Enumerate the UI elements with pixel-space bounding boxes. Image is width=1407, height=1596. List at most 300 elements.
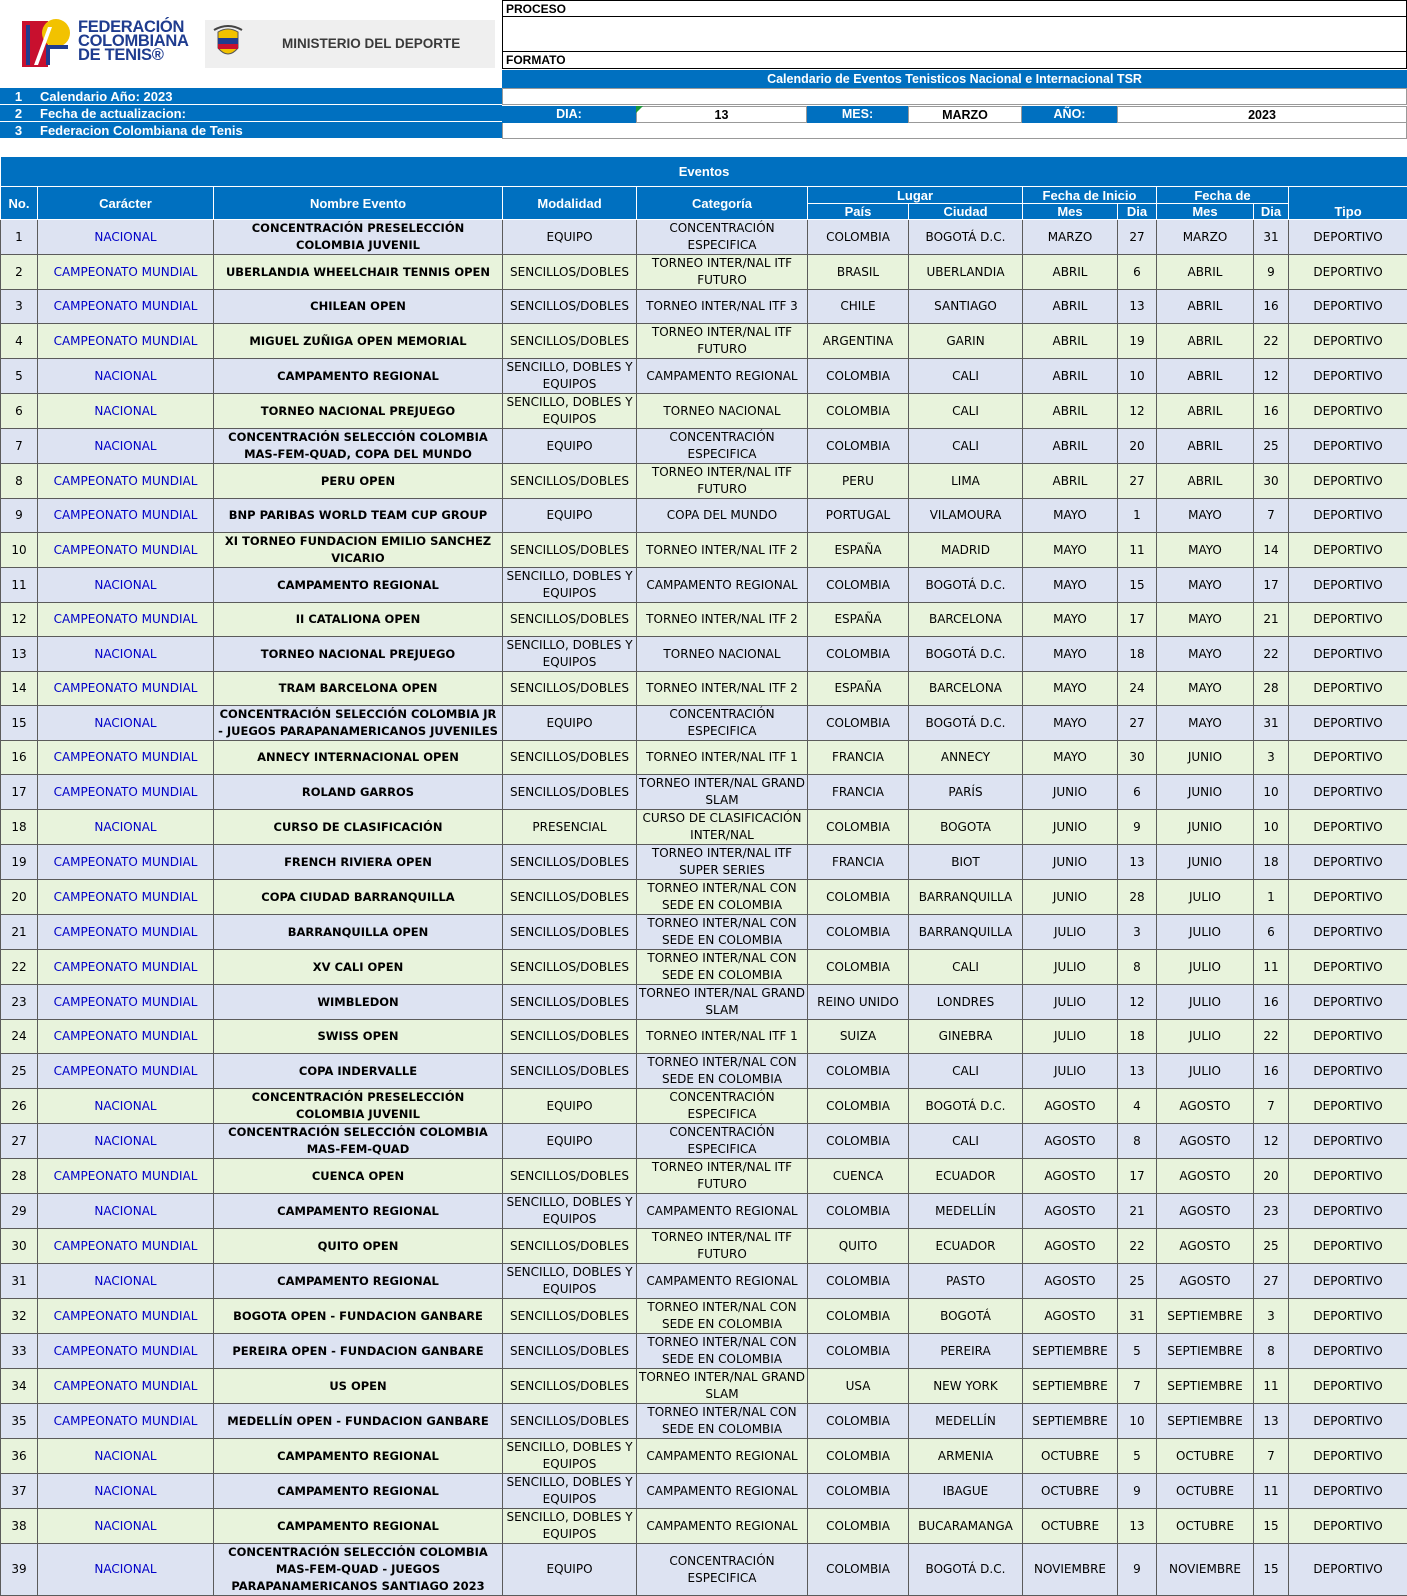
cell-dia-inicio[interactable]: 7 xyxy=(1118,1369,1157,1404)
cell-categoria[interactable]: CONCENTRACIÓN ESPECIFICA xyxy=(637,706,808,741)
cell-mes-inicio[interactable]: JULIO xyxy=(1023,985,1118,1020)
cell-nombre[interactable]: PERU OPEN xyxy=(214,464,503,499)
cell-pais[interactable]: COLOMBIA xyxy=(808,1264,909,1299)
cell-pais[interactable]: COLOMBIA xyxy=(808,706,909,741)
cell-caracter[interactable]: NACIONAL xyxy=(38,359,214,394)
cell-pais[interactable]: USA xyxy=(808,1369,909,1404)
cell-tipo[interactable]: DEPORTIVO xyxy=(1289,568,1407,603)
cell-modalidad[interactable]: SENCILLOS/DOBLES xyxy=(503,985,637,1020)
cell-nombre[interactable]: QUITO OPEN xyxy=(214,1229,503,1264)
cell-modalidad[interactable]: SENCILLOS/DOBLES xyxy=(503,1020,637,1054)
cell-modalidad[interactable]: SENCILLOS/DOBLES xyxy=(503,845,637,880)
cell-tipo[interactable]: DEPORTIVO xyxy=(1289,950,1407,985)
cell-ciudad[interactable]: GARIN xyxy=(909,324,1023,359)
cell-pais[interactable]: COLOMBIA xyxy=(808,810,909,845)
cell-modalidad[interactable]: SENCILLOS/DOBLES xyxy=(503,533,637,568)
cell-no[interactable]: 7 xyxy=(1,429,38,464)
cell-nombre[interactable]: CONCENTRACIÓN PRESELECCIÓN COLOMBIA JUVENIL xyxy=(214,220,503,255)
cell-categoria[interactable]: TORNEO INTER/NAL ITF FUTURO xyxy=(637,255,808,290)
cell-no[interactable]: 34 xyxy=(1,1369,38,1404)
cell-categoria[interactable]: TORNEO INTER/NAL ITF 3 xyxy=(637,290,808,324)
cell-no[interactable]: 36 xyxy=(1,1439,38,1474)
cell-caracter[interactable]: CAMPEONATO MUNDIAL xyxy=(38,499,214,533)
cell-modalidad[interactable]: SENCILLOS/DOBLES xyxy=(503,880,637,915)
cell-mes-inicio[interactable]: ABRIL xyxy=(1023,464,1118,499)
cell-dia-inicio[interactable]: 21 xyxy=(1118,1194,1157,1229)
cell-ciudad[interactable]: UBERLANDIA xyxy=(909,255,1023,290)
cell-mes-fin[interactable]: OCTUBRE xyxy=(1157,1509,1254,1544)
cell-dia-fin[interactable]: 11 xyxy=(1254,1474,1289,1509)
cell-caracter[interactable]: NACIONAL xyxy=(38,1089,214,1124)
cell-modalidad[interactable]: PRESENCIAL xyxy=(503,810,637,845)
cell-nombre[interactable]: BOGOTA OPEN - FUNDACION GANBARE xyxy=(214,1299,503,1334)
cell-mes-inicio[interactable]: SEPTIEMBRE xyxy=(1023,1334,1118,1369)
cell-nombre[interactable]: XV CALI OPEN xyxy=(214,950,503,985)
cell-caracter[interactable]: NACIONAL xyxy=(38,706,214,741)
cell-mes-inicio[interactable]: AGOSTO xyxy=(1023,1194,1118,1229)
cell-nombre[interactable]: II CATALIONA OPEN xyxy=(214,603,503,637)
cell-ciudad[interactable]: CALI xyxy=(909,359,1023,394)
cell-dia-fin[interactable]: 11 xyxy=(1254,950,1289,985)
cell-no[interactable]: 1 xyxy=(1,220,38,255)
cell-modalidad[interactable]: SENCILLOS/DOBLES xyxy=(503,1054,637,1089)
cell-no[interactable]: 24 xyxy=(1,1020,38,1054)
cell-mes-inicio[interactable]: MAYO xyxy=(1023,533,1118,568)
cell-categoria[interactable]: TORNEO INTER/NAL ITF 2 xyxy=(637,533,808,568)
cell-dia-fin[interactable]: 20 xyxy=(1254,1159,1289,1194)
cell-modalidad[interactable]: SENCILLO, DOBLES Y EQUIPOS xyxy=(503,1439,637,1474)
cell-ciudad[interactable]: BOGOTÁ xyxy=(909,1299,1023,1334)
cell-nombre[interactable]: CAMPAMENTO REGIONAL xyxy=(214,568,503,603)
cell-dia-fin[interactable]: 27 xyxy=(1254,1264,1289,1299)
cell-pais[interactable]: ESPAÑA xyxy=(808,603,909,637)
cell-dia-fin[interactable]: 3 xyxy=(1254,741,1289,775)
cell-dia-fin[interactable]: 28 xyxy=(1254,672,1289,706)
cell-no[interactable]: 11 xyxy=(1,568,38,603)
cell-tipo[interactable]: DEPORTIVO xyxy=(1289,741,1407,775)
cell-nombre[interactable]: PEREIRA OPEN - FUNDACION GANBARE xyxy=(214,1334,503,1369)
cell-modalidad[interactable]: SENCILLO, DOBLES Y EQUIPOS xyxy=(503,1194,637,1229)
cell-tipo[interactable]: DEPORTIVO xyxy=(1289,915,1407,950)
cell-dia-fin[interactable]: 25 xyxy=(1254,429,1289,464)
cell-mes-fin[interactable]: ABRIL xyxy=(1157,429,1254,464)
cell-mes-fin[interactable]: JULIO xyxy=(1157,985,1254,1020)
cell-no[interactable]: 13 xyxy=(1,637,38,672)
cell-ciudad[interactable]: IBAGUE xyxy=(909,1474,1023,1509)
cell-categoria[interactable]: COPA DEL MUNDO xyxy=(637,499,808,533)
cell-mes-fin[interactable]: OCTUBRE xyxy=(1157,1474,1254,1509)
cell-no[interactable]: 32 xyxy=(1,1299,38,1334)
cell-ciudad[interactable]: MADRID xyxy=(909,533,1023,568)
cell-mes-fin[interactable]: JULIO xyxy=(1157,1020,1254,1054)
cell-dia-inicio[interactable]: 30 xyxy=(1118,741,1157,775)
cell-categoria[interactable]: TORNEO NACIONAL xyxy=(637,394,808,429)
cell-ciudad[interactable]: GINEBRA xyxy=(909,1020,1023,1054)
cell-dia-inicio[interactable]: 9 xyxy=(1118,810,1157,845)
cell-caracter[interactable]: NACIONAL xyxy=(38,1509,214,1544)
cell-ciudad[interactable]: NEW YORK xyxy=(909,1369,1023,1404)
cell-dia-inicio[interactable]: 31 xyxy=(1118,1299,1157,1334)
cell-caracter[interactable]: NACIONAL xyxy=(38,1264,214,1299)
cell-dia-fin[interactable]: 10 xyxy=(1254,810,1289,845)
cell-dia-fin[interactable]: 17 xyxy=(1254,568,1289,603)
cell-nombre[interactable]: TORNEO NACIONAL PREJUEGO xyxy=(214,394,503,429)
cell-pais[interactable]: COLOMBIA xyxy=(808,1544,909,1596)
cell-dia-inicio[interactable]: 1 xyxy=(1118,499,1157,533)
cell-nombre[interactable]: SWISS OPEN xyxy=(214,1020,503,1054)
cell-tipo[interactable]: DEPORTIVO xyxy=(1289,1509,1407,1544)
cell-categoria[interactable]: TORNEO INTER/NAL CON SEDE EN COLOMBIA xyxy=(637,915,808,950)
cell-mes-inicio[interactable]: JUNIO xyxy=(1023,845,1118,880)
cell-tipo[interactable]: DEPORTIVO xyxy=(1289,1124,1407,1159)
cell-dia-fin[interactable]: 6 xyxy=(1254,915,1289,950)
cell-mes-fin[interactable]: JUNIO xyxy=(1157,741,1254,775)
cell-tipo[interactable]: DEPORTIVO xyxy=(1289,1299,1407,1334)
cell-no[interactable]: 21 xyxy=(1,915,38,950)
cell-modalidad[interactable]: SENCILLOS/DOBLES xyxy=(503,255,637,290)
cell-dia-inicio[interactable]: 25 xyxy=(1118,1264,1157,1299)
cell-pais[interactable]: CUENCA xyxy=(808,1159,909,1194)
cell-mes-inicio[interactable]: JUNIO xyxy=(1023,810,1118,845)
cell-caracter[interactable]: CAMPEONATO MUNDIAL xyxy=(38,1369,214,1404)
cell-mes-fin[interactable]: AGOSTO xyxy=(1157,1194,1254,1229)
cell-caracter[interactable]: CAMPEONATO MUNDIAL xyxy=(38,290,214,324)
cell-ciudad[interactable]: CALI xyxy=(909,950,1023,985)
cell-tipo[interactable]: DEPORTIVO xyxy=(1289,1264,1407,1299)
cell-dia-inicio[interactable]: 24 xyxy=(1118,672,1157,706)
cell-mes-fin[interactable]: JULIO xyxy=(1157,915,1254,950)
cell-categoria[interactable]: TORNEO INTER/NAL CON SEDE EN COLOMBIA xyxy=(637,950,808,985)
cell-mes-fin[interactable]: SEPTIEMBRE xyxy=(1157,1299,1254,1334)
cell-dia-fin[interactable]: 16 xyxy=(1254,394,1289,429)
cell-modalidad[interactable]: SENCILLOS/DOBLES xyxy=(503,915,637,950)
cell-dia-fin[interactable]: 15 xyxy=(1254,1509,1289,1544)
cell-tipo[interactable]: DEPORTIVO xyxy=(1289,845,1407,880)
cell-pais[interactable]: FRANCIA xyxy=(808,741,909,775)
cell-no[interactable]: 30 xyxy=(1,1229,38,1264)
cell-categoria[interactable]: CAMPAMENTO REGIONAL xyxy=(637,1509,808,1544)
cell-modalidad[interactable]: SENCILLOS/DOBLES xyxy=(503,1404,637,1439)
cell-dia-fin[interactable]: 12 xyxy=(1254,1124,1289,1159)
cell-dia-inicio[interactable]: 10 xyxy=(1118,359,1157,394)
cell-tipo[interactable]: DEPORTIVO xyxy=(1289,1089,1407,1124)
cell-ciudad[interactable]: MEDELLÍN xyxy=(909,1194,1023,1229)
cell-tipo[interactable]: DEPORTIVO xyxy=(1289,810,1407,845)
cell-ciudad[interactable]: LONDRES xyxy=(909,985,1023,1020)
cell-dia-inicio[interactable]: 5 xyxy=(1118,1334,1157,1369)
cell-nombre[interactable]: FRENCH RIVIERA OPEN xyxy=(214,845,503,880)
cell-ciudad[interactable]: BARRANQUILLA xyxy=(909,915,1023,950)
cell-modalidad[interactable]: EQUIPO xyxy=(503,429,637,464)
cell-pais[interactable]: COLOMBIA xyxy=(808,220,909,255)
cell-no[interactable]: 2 xyxy=(1,255,38,290)
cell-ciudad[interactable]: BOGOTÁ D.C. xyxy=(909,706,1023,741)
cell-pais[interactable]: COLOMBIA xyxy=(808,637,909,672)
cell-ciudad[interactable]: ECUADOR xyxy=(909,1229,1023,1264)
cell-nombre[interactable]: US OPEN xyxy=(214,1369,503,1404)
cell-dia-inicio[interactable]: 5 xyxy=(1118,1439,1157,1474)
cell-dia-fin[interactable]: 12 xyxy=(1254,359,1289,394)
cell-pais[interactable]: COLOMBIA xyxy=(808,1334,909,1369)
cell-caracter[interactable]: CAMPEONATO MUNDIAL xyxy=(38,1299,214,1334)
cell-no[interactable]: 35 xyxy=(1,1404,38,1439)
cell-no[interactable]: 14 xyxy=(1,672,38,706)
cell-pais[interactable]: COLOMBIA xyxy=(808,568,909,603)
cell-mes-inicio[interactable]: ABRIL xyxy=(1023,359,1118,394)
cell-mes-inicio[interactable]: MAYO xyxy=(1023,568,1118,603)
cell-tipo[interactable]: DEPORTIVO xyxy=(1289,255,1407,290)
cell-modalidad[interactable]: SENCILLO, DOBLES Y EQUIPOS xyxy=(503,568,637,603)
cell-modalidad[interactable]: SENCILLOS/DOBLES xyxy=(503,672,637,706)
cell-tipo[interactable]: DEPORTIVO xyxy=(1289,1474,1407,1509)
cell-ciudad[interactable]: CALI xyxy=(909,1124,1023,1159)
cell-ciudad[interactable]: CALI xyxy=(909,1054,1023,1089)
cell-nombre[interactable]: BNP PARIBAS WORLD TEAM CUP GROUP xyxy=(214,499,503,533)
cell-no[interactable]: 15 xyxy=(1,706,38,741)
cell-mes-inicio[interactable]: AGOSTO xyxy=(1023,1299,1118,1334)
cell-dia-inicio[interactable]: 27 xyxy=(1118,220,1157,255)
cell-pais[interactable]: COLOMBIA xyxy=(808,880,909,915)
cell-categoria[interactable]: TORNEO INTER/NAL ITF FUTURO xyxy=(637,324,808,359)
cell-dia-inicio[interactable]: 8 xyxy=(1118,950,1157,985)
cell-mes-inicio[interactable]: MAYO xyxy=(1023,637,1118,672)
cell-mes-fin[interactable]: NOVIEMBRE xyxy=(1157,1544,1254,1596)
cell-caracter[interactable]: CAMPEONATO MUNDIAL xyxy=(38,915,214,950)
cell-caracter[interactable]: CAMPEONATO MUNDIAL xyxy=(38,880,214,915)
cell-tipo[interactable]: DEPORTIVO xyxy=(1289,672,1407,706)
cell-modalidad[interactable]: SENCILLOS/DOBLES xyxy=(503,741,637,775)
cell-dia-inicio[interactable]: 27 xyxy=(1118,464,1157,499)
cell-no[interactable]: 22 xyxy=(1,950,38,985)
cell-mes-inicio[interactable]: AGOSTO xyxy=(1023,1264,1118,1299)
cell-caracter[interactable]: CAMPEONATO MUNDIAL xyxy=(38,255,214,290)
cell-pais[interactable]: COLOMBIA xyxy=(808,1474,909,1509)
cell-categoria[interactable]: TORNEO INTER/NAL CON SEDE EN COLOMBIA xyxy=(637,1334,808,1369)
cell-ciudad[interactable]: BOGOTÁ D.C. xyxy=(909,220,1023,255)
cell-caracter[interactable]: CAMPEONATO MUNDIAL xyxy=(38,1054,214,1089)
cell-caracter[interactable]: CAMPEONATO MUNDIAL xyxy=(38,985,214,1020)
cell-mes-inicio[interactable]: ABRIL xyxy=(1023,429,1118,464)
cell-categoria[interactable]: CONCENTRACIÓN ESPECIFICA xyxy=(637,1544,808,1596)
cell-modalidad[interactable]: SENCILLO, DOBLES Y EQUIPOS xyxy=(503,1474,637,1509)
cell-mes-inicio[interactable]: OCTUBRE xyxy=(1023,1439,1118,1474)
cell-nombre[interactable]: CONCENTRACIÓN SELECCIÓN COLOMBIA JR - JUEGOS PARAPANAMERICANOS JUVENILES xyxy=(214,706,503,741)
cell-modalidad[interactable]: SENCILLOS/DOBLES xyxy=(503,1229,637,1264)
cell-ciudad[interactable]: BIOT xyxy=(909,845,1023,880)
cell-nombre[interactable]: CAMPAMENTO REGIONAL xyxy=(214,1474,503,1509)
cell-tipo[interactable]: DEPORTIVO xyxy=(1289,290,1407,324)
cell-tipo[interactable]: DEPORTIVO xyxy=(1289,533,1407,568)
cell-dia-inicio[interactable]: 4 xyxy=(1118,1089,1157,1124)
cell-mes-inicio[interactable]: ABRIL xyxy=(1023,394,1118,429)
cell-dia-inicio[interactable]: 13 xyxy=(1118,845,1157,880)
cell-caracter[interactable]: CAMPEONATO MUNDIAL xyxy=(38,1020,214,1054)
day-value[interactable]: 13 xyxy=(636,106,807,123)
cell-ciudad[interactable]: BOGOTÁ D.C. xyxy=(909,637,1023,672)
cell-tipo[interactable]: DEPORTIVO xyxy=(1289,775,1407,810)
cell-mes-fin[interactable]: SEPTIEMBRE xyxy=(1157,1334,1254,1369)
cell-pais[interactable]: COLOMBIA xyxy=(808,1194,909,1229)
cell-mes-inicio[interactable]: AGOSTO xyxy=(1023,1229,1118,1264)
cell-ciudad[interactable]: LIMA xyxy=(909,464,1023,499)
cell-no[interactable]: 20 xyxy=(1,880,38,915)
cell-tipo[interactable]: DEPORTIVO xyxy=(1289,359,1407,394)
cell-nombre[interactable]: TRAM BARCELONA OPEN xyxy=(214,672,503,706)
cell-mes-fin[interactable]: MAYO xyxy=(1157,637,1254,672)
cell-tipo[interactable]: DEPORTIVO xyxy=(1289,637,1407,672)
cell-pais[interactable]: COLOMBIA xyxy=(808,915,909,950)
cell-caracter[interactable]: NACIONAL xyxy=(38,1474,214,1509)
cell-mes-fin[interactable]: ABRIL xyxy=(1157,324,1254,359)
cell-caracter[interactable]: CAMPEONATO MUNDIAL xyxy=(38,845,214,880)
cell-mes-fin[interactable]: AGOSTO xyxy=(1157,1159,1254,1194)
cell-pais[interactable]: COLOMBIA xyxy=(808,1124,909,1159)
cell-nombre[interactable]: CONCENTRACIÓN SELECCIÓN COLOMBIA MAS-FEM-QUAD, COPA DEL MUNDO xyxy=(214,429,503,464)
cell-modalidad[interactable]: EQUIPO xyxy=(503,220,637,255)
cell-pais[interactable]: BRASIL xyxy=(808,255,909,290)
cell-mes-inicio[interactable]: NOVIEMBRE xyxy=(1023,1544,1118,1596)
cell-pais[interactable]: COLOMBIA xyxy=(808,1299,909,1334)
cell-categoria[interactable]: TORNEO INTER/NAL ITF SUPER SERIES xyxy=(637,845,808,880)
cell-dia-fin[interactable]: 18 xyxy=(1254,845,1289,880)
cell-tipo[interactable]: DEPORTIVO xyxy=(1289,1544,1407,1596)
cell-mes-fin[interactable]: JUNIO xyxy=(1157,810,1254,845)
cell-dia-fin[interactable]: 14 xyxy=(1254,533,1289,568)
cell-modalidad[interactable]: EQUIPO xyxy=(503,1089,637,1124)
cell-no[interactable]: 9 xyxy=(1,499,38,533)
cell-categoria[interactable]: TORNEO INTER/NAL ITF 1 xyxy=(637,1020,808,1054)
cell-dia-inicio[interactable]: 9 xyxy=(1118,1474,1157,1509)
cell-nombre[interactable]: UBERLANDIA WHEELCHAIR TENNIS OPEN xyxy=(214,255,503,290)
cell-categoria[interactable]: CONCENTRACIÓN ESPECIFICA xyxy=(637,429,808,464)
cell-ciudad[interactable]: BOGOTÁ D.C. xyxy=(909,1544,1023,1596)
cell-dia-fin[interactable]: 11 xyxy=(1254,1369,1289,1404)
cell-categoria[interactable]: TORNEO INTER/NAL ITF FUTURO xyxy=(637,1229,808,1264)
cell-mes-inicio[interactable]: SEPTIEMBRE xyxy=(1023,1369,1118,1404)
cell-tipo[interactable]: DEPORTIVO xyxy=(1289,1334,1407,1369)
cell-modalidad[interactable]: SENCILLO, DOBLES Y EQUIPOS xyxy=(503,637,637,672)
cell-modalidad[interactable]: SENCILLO, DOBLES Y EQUIPOS xyxy=(503,1264,637,1299)
cell-dia-fin[interactable]: 23 xyxy=(1254,1194,1289,1229)
cell-pais[interactable]: ARGENTINA xyxy=(808,324,909,359)
cell-dia-inicio[interactable]: 20 xyxy=(1118,429,1157,464)
cell-dia-inicio[interactable]: 10 xyxy=(1118,1404,1157,1439)
cell-categoria[interactable]: CAMPAMENTO REGIONAL xyxy=(637,359,808,394)
cell-ciudad[interactable]: BUCARAMANGA xyxy=(909,1509,1023,1544)
cell-caracter[interactable]: NACIONAL xyxy=(38,1124,214,1159)
cell-nombre[interactable]: WIMBLEDON xyxy=(214,985,503,1020)
cell-no[interactable]: 25 xyxy=(1,1054,38,1089)
cell-nombre[interactable]: CAMPAMENTO REGIONAL xyxy=(214,1509,503,1544)
cell-mes-inicio[interactable]: OCTUBRE xyxy=(1023,1474,1118,1509)
cell-mes-fin[interactable]: SEPTIEMBRE xyxy=(1157,1369,1254,1404)
cell-mes-inicio[interactable]: OCTUBRE xyxy=(1023,1509,1118,1544)
cell-nombre[interactable]: XI TORNEO FUNDACION EMILIO SANCHEZ VICARIO xyxy=(214,533,503,568)
cell-dia-inicio[interactable]: 3 xyxy=(1118,915,1157,950)
cell-tipo[interactable]: DEPORTIVO xyxy=(1289,464,1407,499)
cell-pais[interactable]: CHILE xyxy=(808,290,909,324)
cell-categoria[interactable]: CURSO DE CLASIFICACIÓN INTER/NAL xyxy=(637,810,808,845)
cell-categoria[interactable]: CONCENTRACIÓN ESPECIFICA xyxy=(637,1124,808,1159)
cell-categoria[interactable]: TORNEO INTER/NAL ITF FUTURO xyxy=(637,464,808,499)
cell-caracter[interactable]: CAMPEONATO MUNDIAL xyxy=(38,603,214,637)
month-value[interactable]: MARZO xyxy=(908,106,1022,123)
cell-categoria[interactable]: TORNEO INTER/NAL ITF 2 xyxy=(637,672,808,706)
cell-dia-fin[interactable]: 31 xyxy=(1254,220,1289,255)
cell-mes-fin[interactable]: ABRIL xyxy=(1157,290,1254,324)
cell-caracter[interactable]: NACIONAL xyxy=(38,1544,214,1596)
cell-mes-inicio[interactable]: SEPTIEMBRE xyxy=(1023,1404,1118,1439)
cell-pais[interactable]: REINO UNIDO xyxy=(808,985,909,1020)
cell-caracter[interactable]: NACIONAL xyxy=(38,1439,214,1474)
cell-nombre[interactable]: CAMPAMENTO REGIONAL xyxy=(214,359,503,394)
cell-dia-inicio[interactable]: 27 xyxy=(1118,706,1157,741)
cell-nombre[interactable]: CAMPAMENTO REGIONAL xyxy=(214,1439,503,1474)
cell-dia-inicio[interactable]: 6 xyxy=(1118,255,1157,290)
cell-pais[interactable]: COLOMBIA xyxy=(808,394,909,429)
cell-no[interactable]: 5 xyxy=(1,359,38,394)
cell-categoria[interactable]: CAMPAMENTO REGIONAL xyxy=(637,568,808,603)
cell-mes-fin[interactable]: JULIO xyxy=(1157,880,1254,915)
cell-nombre[interactable]: COPA CIUDAD BARRANQUILLA xyxy=(214,880,503,915)
cell-modalidad[interactable]: EQUIPO xyxy=(503,1124,637,1159)
cell-mes-fin[interactable]: SEPTIEMBRE xyxy=(1157,1404,1254,1439)
cell-no[interactable]: 3 xyxy=(1,290,38,324)
cell-mes-fin[interactable]: AGOSTO xyxy=(1157,1124,1254,1159)
cell-mes-inicio[interactable]: ABRIL xyxy=(1023,324,1118,359)
cell-caracter[interactable]: CAMPEONATO MUNDIAL xyxy=(38,1229,214,1264)
cell-ciudad[interactable]: BARCELONA xyxy=(909,603,1023,637)
cell-dia-inicio[interactable]: 12 xyxy=(1118,985,1157,1020)
cell-dia-inicio[interactable]: 13 xyxy=(1118,290,1157,324)
cell-pais[interactable]: SUIZA xyxy=(808,1020,909,1054)
cell-categoria[interactable]: CONCENTRACIÓN ESPECIFICA xyxy=(637,1089,808,1124)
cell-mes-inicio[interactable]: JULIO xyxy=(1023,950,1118,985)
cell-dia-fin[interactable]: 9 xyxy=(1254,255,1289,290)
cell-categoria[interactable]: TORNEO INTER/NAL CON SEDE EN COLOMBIA xyxy=(637,1404,808,1439)
cell-modalidad[interactable]: SENCILLO, DOBLES Y EQUIPOS xyxy=(503,394,637,429)
cell-ciudad[interactable]: MEDELLÍN xyxy=(909,1404,1023,1439)
cell-tipo[interactable]: DEPORTIVO xyxy=(1289,324,1407,359)
cell-no[interactable]: 31 xyxy=(1,1264,38,1299)
cell-nombre[interactable]: MEDELLÍN OPEN - FUNDACION GANBARE xyxy=(214,1404,503,1439)
cell-caracter[interactable]: CAMPEONATO MUNDIAL xyxy=(38,672,214,706)
cell-mes-fin[interactable]: MAYO xyxy=(1157,568,1254,603)
cell-dia-inicio[interactable]: 17 xyxy=(1118,1159,1157,1194)
cell-mes-inicio[interactable]: MAYO xyxy=(1023,706,1118,741)
cell-no[interactable]: 28 xyxy=(1,1159,38,1194)
cell-no[interactable]: 27 xyxy=(1,1124,38,1159)
cell-pais[interactable]: COLOMBIA xyxy=(808,1089,909,1124)
cell-dia-fin[interactable]: 3 xyxy=(1254,1299,1289,1334)
cell-dia-inicio[interactable]: 6 xyxy=(1118,775,1157,810)
cell-caracter[interactable]: CAMPEONATO MUNDIAL xyxy=(38,324,214,359)
cell-mes-fin[interactable]: ABRIL xyxy=(1157,255,1254,290)
cell-caracter[interactable]: NACIONAL xyxy=(38,637,214,672)
cell-caracter[interactable]: CAMPEONATO MUNDIAL xyxy=(38,1404,214,1439)
cell-pais[interactable]: COLOMBIA xyxy=(808,1509,909,1544)
cell-tipo[interactable]: DEPORTIVO xyxy=(1289,1194,1407,1229)
cell-dia-fin[interactable]: 1 xyxy=(1254,880,1289,915)
cell-nombre[interactable]: COPA INDERVALLE xyxy=(214,1054,503,1089)
cell-ciudad[interactable]: BARCELONA xyxy=(909,672,1023,706)
cell-nombre[interactable]: CURSO DE CLASIFICACIÓN xyxy=(214,810,503,845)
cell-caracter[interactable]: CAMPEONATO MUNDIAL xyxy=(38,1334,214,1369)
cell-modalidad[interactable]: EQUIPO xyxy=(503,706,637,741)
cell-pais[interactable]: PORTUGAL xyxy=(808,499,909,533)
cell-nombre[interactable]: CONCENTRACIÓN PRESELECCIÓN COLOMBIA JUVENIL xyxy=(214,1089,503,1124)
cell-modalidad[interactable]: SENCILLOS/DOBLES xyxy=(503,1159,637,1194)
